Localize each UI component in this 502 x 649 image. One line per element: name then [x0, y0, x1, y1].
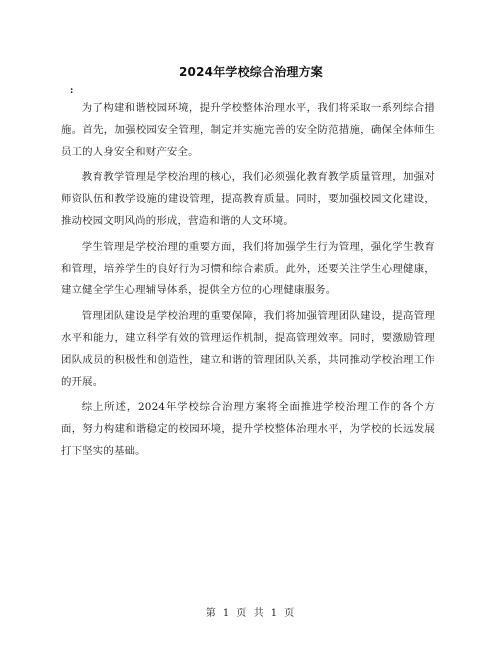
- paragraph: 综上所述，2024年学校综合治理方案将全面推进学校治理工作的各个方面，努力构建和谐稳定的校园环境，提升学校整体治理水平，为学校的长远发展打下坚实的基础。: [61, 401, 435, 457]
- page-footer: 第 1 页 共 1 页: [205, 608, 297, 619]
- document-body: [61, 98, 435, 467]
- document-title: 2024年学校综合治理方案: [179, 65, 323, 79]
- colon-mark: :: [70, 86, 74, 96]
- paragraph: 教育教学管理是学校治理的核心，我们必须强化教育教学质量管理，加强对师资队伍和教学设施的建设管理，提高教育质量。同时，要加强校园文化建设，推动校园文明风尚的形成，营造和谐的人文环境。: [61, 171, 435, 227]
- paragraph: 学生管理是学校治理的重要方面，我们将加强学生行为管理，强化学生教育和管理，培养学生的良好行为习惯和综合素质。此外，还要关注学生心理健康，建立健全学生心理辅导体系，提供全方位的心理健康服务。: [61, 240, 435, 297]
- paragraph: 为了构建和谐校园环境，提升学校整体治理水平，我们将采取一系列综合措施。首先，加强校园安全管理，制定并实施完善的安全防范措施，确保全体师生员工的人身安全和财产安全。: [61, 102, 435, 158]
- paragraph: 管理团队建设是学校治理的重要保障，我们将加强管理团队建设，提高管理水平和能力，建立科学有效的管理运作机制，提高管理效率。同时，要激励管理团队成员的积极性和创造性，建立和谐的管理团队关系，共同推动学校治理工作的开展。: [61, 310, 435, 388]
